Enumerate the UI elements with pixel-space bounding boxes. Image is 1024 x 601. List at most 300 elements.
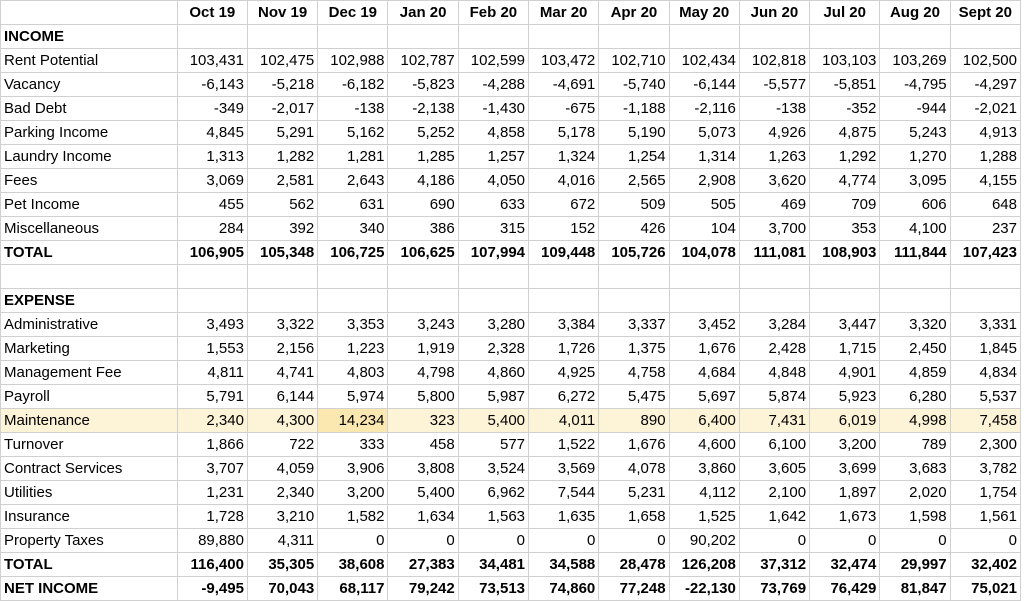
value-cell[interactable]: 1,561 bbox=[950, 505, 1020, 529]
value-cell[interactable]: 3,095 bbox=[880, 169, 950, 193]
value-cell[interactable]: 103,269 bbox=[880, 49, 950, 73]
value-cell[interactable]: 1,525 bbox=[669, 505, 739, 529]
row-label-administrative[interactable]: Administrative bbox=[1, 313, 178, 337]
row-label-marketing[interactable]: Marketing bbox=[1, 337, 178, 361]
value-cell[interactable]: 4,803 bbox=[318, 361, 388, 385]
value-cell[interactable]: 1,728 bbox=[177, 505, 247, 529]
row-label-property-taxes[interactable]: Property Taxes bbox=[1, 529, 178, 553]
empty-cell[interactable] bbox=[810, 25, 880, 49]
expense-total-value[interactable]: 32,402 bbox=[950, 553, 1020, 577]
value-cell[interactable]: -5,218 bbox=[247, 73, 317, 97]
value-cell[interactable]: 1,522 bbox=[529, 433, 599, 457]
month-header-dec-19[interactable]: Dec 19 bbox=[318, 1, 388, 25]
value-cell[interactable]: 4,926 bbox=[739, 121, 809, 145]
empty-cell[interactable] bbox=[599, 289, 669, 313]
value-cell[interactable]: 4,016 bbox=[529, 169, 599, 193]
net-income-value[interactable]: 79,242 bbox=[388, 577, 458, 601]
empty-cell[interactable] bbox=[247, 289, 317, 313]
value-cell[interactable]: 1,314 bbox=[669, 145, 739, 169]
value-cell[interactable]: 1,866 bbox=[177, 433, 247, 457]
value-cell[interactable]: -4,288 bbox=[458, 73, 528, 97]
value-cell[interactable]: 104 bbox=[669, 217, 739, 241]
empty-cell[interactable] bbox=[950, 25, 1020, 49]
value-cell[interactable]: -1,188 bbox=[599, 97, 669, 121]
income-total-value[interactable]: 104,078 bbox=[669, 241, 739, 265]
value-cell[interactable]: 392 bbox=[247, 217, 317, 241]
value-cell[interactable]: 6,019 bbox=[810, 409, 880, 433]
row-label-management-fee[interactable]: Management Fee bbox=[1, 361, 178, 385]
value-cell[interactable]: 89,880 bbox=[177, 529, 247, 553]
income-total-value[interactable]: 107,994 bbox=[458, 241, 528, 265]
value-cell[interactable]: 1,254 bbox=[599, 145, 669, 169]
value-cell[interactable]: 3,605 bbox=[739, 457, 809, 481]
value-cell[interactable]: -944 bbox=[880, 97, 950, 121]
value-cell[interactable]: 1,282 bbox=[247, 145, 317, 169]
value-cell[interactable]: 103,431 bbox=[177, 49, 247, 73]
value-cell[interactable]: 103,103 bbox=[810, 49, 880, 73]
month-header-sept-20[interactable]: Sept 20 bbox=[950, 1, 1020, 25]
value-cell[interactable]: 6,962 bbox=[458, 481, 528, 505]
value-cell[interactable]: 3,906 bbox=[318, 457, 388, 481]
value-cell[interactable]: 5,073 bbox=[669, 121, 739, 145]
empty-cell[interactable] bbox=[318, 25, 388, 49]
value-cell[interactable]: 102,787 bbox=[388, 49, 458, 73]
empty-cell[interactable] bbox=[739, 289, 809, 313]
month-header-nov-19[interactable]: Nov 19 bbox=[247, 1, 317, 25]
value-cell[interactable]: 333 bbox=[318, 433, 388, 457]
expense-total-value[interactable]: 116,400 bbox=[177, 553, 247, 577]
value-cell[interactable]: 4,050 bbox=[458, 169, 528, 193]
value-cell[interactable]: 340 bbox=[318, 217, 388, 241]
corner-cell[interactable] bbox=[1, 1, 178, 25]
value-cell[interactable]: 709 bbox=[810, 193, 880, 217]
value-cell[interactable]: 1,263 bbox=[739, 145, 809, 169]
value-cell[interactable]: 4,774 bbox=[810, 169, 880, 193]
value-cell[interactable]: 2,300 bbox=[950, 433, 1020, 457]
value-cell[interactable]: 562 bbox=[247, 193, 317, 217]
value-cell[interactable]: 3,524 bbox=[458, 457, 528, 481]
value-cell[interactable]: 6,272 bbox=[529, 385, 599, 409]
value-cell[interactable]: 152 bbox=[529, 217, 599, 241]
value-cell[interactable]: 1,658 bbox=[599, 505, 669, 529]
value-cell[interactable]: 4,300 bbox=[247, 409, 317, 433]
value-cell[interactable]: -1,430 bbox=[458, 97, 528, 121]
value-cell[interactable]: 1,582 bbox=[318, 505, 388, 529]
value-cell[interactable]: -2,138 bbox=[388, 97, 458, 121]
value-cell[interactable]: 102,988 bbox=[318, 49, 388, 73]
value-cell[interactable]: -4,795 bbox=[880, 73, 950, 97]
empty-cell[interactable] bbox=[388, 265, 458, 289]
value-cell[interactable]: 3,200 bbox=[318, 481, 388, 505]
value-cell[interactable]: -5,851 bbox=[810, 73, 880, 97]
value-cell[interactable]: 3,699 bbox=[810, 457, 880, 481]
value-cell[interactable]: 2,450 bbox=[880, 337, 950, 361]
value-cell[interactable]: 2,340 bbox=[177, 409, 247, 433]
value-cell[interactable]: 3,452 bbox=[669, 313, 739, 337]
value-cell[interactable]: 1,635 bbox=[529, 505, 599, 529]
row-label-turnover[interactable]: Turnover bbox=[1, 433, 178, 457]
value-cell[interactable]: 4,155 bbox=[950, 169, 1020, 193]
value-cell[interactable]: 1,292 bbox=[810, 145, 880, 169]
value-cell[interactable]: 3,320 bbox=[880, 313, 950, 337]
month-header-oct-19[interactable]: Oct 19 bbox=[177, 1, 247, 25]
value-cell[interactable]: 1,642 bbox=[739, 505, 809, 529]
value-cell[interactable]: 3,808 bbox=[388, 457, 458, 481]
row-label-utilities[interactable]: Utilities bbox=[1, 481, 178, 505]
value-cell[interactable]: 7,458 bbox=[950, 409, 1020, 433]
value-cell[interactable]: 1,231 bbox=[177, 481, 247, 505]
value-cell[interactable]: -138 bbox=[318, 97, 388, 121]
value-cell[interactable]: 1,673 bbox=[810, 505, 880, 529]
value-cell[interactable]: 890 bbox=[599, 409, 669, 433]
value-cell[interactable]: 5,162 bbox=[318, 121, 388, 145]
value-cell[interactable]: 1,919 bbox=[388, 337, 458, 361]
value-cell[interactable]: 1,223 bbox=[318, 337, 388, 361]
value-cell[interactable]: 0 bbox=[739, 529, 809, 553]
value-cell[interactable]: 5,475 bbox=[599, 385, 669, 409]
net-income-value[interactable]: 68,117 bbox=[318, 577, 388, 601]
income-total-value[interactable]: 109,448 bbox=[529, 241, 599, 265]
value-cell[interactable]: 2,328 bbox=[458, 337, 528, 361]
expense-total-value[interactable]: 32,474 bbox=[810, 553, 880, 577]
value-cell[interactable]: 353 bbox=[810, 217, 880, 241]
empty-cell[interactable] bbox=[739, 25, 809, 49]
value-cell[interactable]: 4,858 bbox=[458, 121, 528, 145]
value-cell[interactable]: 1,634 bbox=[388, 505, 458, 529]
value-cell[interactable]: 3,782 bbox=[950, 457, 1020, 481]
value-cell[interactable]: 6,400 bbox=[669, 409, 739, 433]
value-cell[interactable]: 0 bbox=[529, 529, 599, 553]
expense-total-value[interactable]: 27,383 bbox=[388, 553, 458, 577]
value-cell[interactable]: 102,475 bbox=[247, 49, 317, 73]
value-cell[interactable]: -4,691 bbox=[529, 73, 599, 97]
empty-cell[interactable] bbox=[177, 25, 247, 49]
value-cell[interactable]: 386 bbox=[388, 217, 458, 241]
value-cell[interactable]: 1,285 bbox=[388, 145, 458, 169]
empty-cell[interactable] bbox=[880, 289, 950, 313]
value-cell[interactable]: 2,565 bbox=[599, 169, 669, 193]
month-header-jun-20[interactable]: Jun 20 bbox=[739, 1, 809, 25]
value-cell[interactable]: 3,337 bbox=[599, 313, 669, 337]
empty-cell[interactable] bbox=[810, 289, 880, 313]
row-label-parking-income[interactable]: Parking Income bbox=[1, 121, 178, 145]
value-cell[interactable]: 5,987 bbox=[458, 385, 528, 409]
empty-cell[interactable] bbox=[669, 265, 739, 289]
value-cell[interactable]: 3,284 bbox=[739, 313, 809, 337]
empty-cell[interactable] bbox=[388, 25, 458, 49]
value-cell[interactable]: 0 bbox=[318, 529, 388, 553]
net-income-value[interactable]: 73,769 bbox=[739, 577, 809, 601]
income-total-value[interactable]: 111,081 bbox=[739, 241, 809, 265]
value-cell[interactable]: 4,860 bbox=[458, 361, 528, 385]
value-cell[interactable]: 6,280 bbox=[880, 385, 950, 409]
empty-cell[interactable] bbox=[1, 265, 178, 289]
month-header-jan-20[interactable]: Jan 20 bbox=[388, 1, 458, 25]
value-cell[interactable]: -352 bbox=[810, 97, 880, 121]
value-cell[interactable]: 102,818 bbox=[739, 49, 809, 73]
value-cell[interactable]: 2,156 bbox=[247, 337, 317, 361]
value-cell[interactable]: 0 bbox=[599, 529, 669, 553]
value-cell[interactable]: 2,428 bbox=[739, 337, 809, 361]
empty-cell[interactable] bbox=[177, 265, 247, 289]
income-total-value[interactable]: 107,423 bbox=[950, 241, 1020, 265]
net-income-label[interactable]: NET INCOME bbox=[1, 577, 178, 601]
row-label-contract-services[interactable]: Contract Services bbox=[1, 457, 178, 481]
value-cell[interactable]: 1,257 bbox=[458, 145, 528, 169]
empty-cell[interactable] bbox=[458, 265, 528, 289]
value-cell[interactable]: 0 bbox=[880, 529, 950, 553]
value-cell[interactable]: 5,791 bbox=[177, 385, 247, 409]
value-cell[interactable]: 1,553 bbox=[177, 337, 247, 361]
empty-cell[interactable] bbox=[388, 289, 458, 313]
value-cell[interactable]: -675 bbox=[529, 97, 599, 121]
row-label-insurance[interactable]: Insurance bbox=[1, 505, 178, 529]
value-cell[interactable]: 90,202 bbox=[669, 529, 739, 553]
value-cell[interactable]: -6,143 bbox=[177, 73, 247, 97]
empty-cell[interactable] bbox=[669, 25, 739, 49]
value-cell[interactable]: 0 bbox=[950, 529, 1020, 553]
value-cell[interactable]: 0 bbox=[810, 529, 880, 553]
value-cell[interactable]: 4,758 bbox=[599, 361, 669, 385]
value-cell[interactable]: 789 bbox=[880, 433, 950, 457]
value-cell[interactable]: -2,017 bbox=[247, 97, 317, 121]
value-cell[interactable]: 1,598 bbox=[880, 505, 950, 529]
value-cell[interactable]: 5,537 bbox=[950, 385, 1020, 409]
value-cell[interactable]: 3,707 bbox=[177, 457, 247, 481]
value-cell[interactable]: -5,577 bbox=[739, 73, 809, 97]
value-cell[interactable]: 2,908 bbox=[669, 169, 739, 193]
value-cell[interactable]: 4,741 bbox=[247, 361, 317, 385]
empty-cell[interactable] bbox=[247, 265, 317, 289]
value-cell[interactable]: 5,874 bbox=[739, 385, 809, 409]
net-income-value[interactable]: 76,429 bbox=[810, 577, 880, 601]
empty-cell[interactable] bbox=[810, 265, 880, 289]
value-cell[interactable]: 102,710 bbox=[599, 49, 669, 73]
expense-total-value[interactable]: 34,481 bbox=[458, 553, 528, 577]
value-cell[interactable]: 1,313 bbox=[177, 145, 247, 169]
value-cell[interactable]: -2,021 bbox=[950, 97, 1020, 121]
value-cell[interactable]: 1,324 bbox=[529, 145, 599, 169]
value-cell[interactable]: 690 bbox=[388, 193, 458, 217]
value-cell[interactable]: 5,697 bbox=[669, 385, 739, 409]
value-cell[interactable]: 102,500 bbox=[950, 49, 1020, 73]
row-label-payroll[interactable]: Payroll bbox=[1, 385, 178, 409]
month-header-feb-20[interactable]: Feb 20 bbox=[458, 1, 528, 25]
value-cell[interactable]: 5,400 bbox=[458, 409, 528, 433]
row-label-bad-debt[interactable]: Bad Debt bbox=[1, 97, 178, 121]
value-cell[interactable]: 1,375 bbox=[599, 337, 669, 361]
value-cell[interactable]: 633 bbox=[458, 193, 528, 217]
empty-cell[interactable] bbox=[950, 289, 1020, 313]
value-cell[interactable]: 6,144 bbox=[247, 385, 317, 409]
empty-cell[interactable] bbox=[599, 25, 669, 49]
net-income-value[interactable]: 81,847 bbox=[880, 577, 950, 601]
value-cell[interactable]: 4,112 bbox=[669, 481, 739, 505]
value-cell[interactable]: 7,544 bbox=[529, 481, 599, 505]
value-cell[interactable]: 505 bbox=[669, 193, 739, 217]
month-header-apr-20[interactable]: Apr 20 bbox=[599, 1, 669, 25]
value-cell[interactable]: 458 bbox=[388, 433, 458, 457]
value-cell[interactable]: 5,800 bbox=[388, 385, 458, 409]
value-cell[interactable]: 469 bbox=[739, 193, 809, 217]
value-cell[interactable]: 4,059 bbox=[247, 457, 317, 481]
empty-cell[interactable] bbox=[529, 289, 599, 313]
empty-cell[interactable] bbox=[177, 289, 247, 313]
value-cell[interactable]: 3,331 bbox=[950, 313, 1020, 337]
empty-cell[interactable] bbox=[529, 265, 599, 289]
value-cell[interactable]: 3,569 bbox=[529, 457, 599, 481]
empty-cell[interactable] bbox=[458, 25, 528, 49]
expense-total-value[interactable]: 38,608 bbox=[318, 553, 388, 577]
value-cell[interactable]: 4,925 bbox=[529, 361, 599, 385]
net-income-value[interactable]: 77,248 bbox=[599, 577, 669, 601]
row-label-maintenance[interactable]: Maintenance bbox=[1, 409, 178, 433]
value-cell[interactable]: 2,643 bbox=[318, 169, 388, 193]
value-cell[interactable]: 1,270 bbox=[880, 145, 950, 169]
value-cell[interactable]: 1,676 bbox=[599, 433, 669, 457]
income-total-label[interactable]: TOTAL bbox=[1, 241, 178, 265]
value-cell[interactable]: -5,823 bbox=[388, 73, 458, 97]
empty-cell[interactable] bbox=[880, 265, 950, 289]
value-cell[interactable]: 4,845 bbox=[177, 121, 247, 145]
value-cell[interactable]: 2,340 bbox=[247, 481, 317, 505]
income-title[interactable]: INCOME bbox=[1, 25, 178, 49]
value-cell[interactable]: 237 bbox=[950, 217, 1020, 241]
empty-cell[interactable] bbox=[669, 289, 739, 313]
row-label-laundry-income[interactable]: Laundry Income bbox=[1, 145, 178, 169]
income-total-value[interactable]: 106,625 bbox=[388, 241, 458, 265]
row-label-miscellaneous[interactable]: Miscellaneous bbox=[1, 217, 178, 241]
empty-cell[interactable] bbox=[318, 265, 388, 289]
value-cell[interactable]: 1,288 bbox=[950, 145, 1020, 169]
value-cell[interactable]: 577 bbox=[458, 433, 528, 457]
value-cell[interactable]: 3,700 bbox=[739, 217, 809, 241]
value-cell[interactable]: 5,291 bbox=[247, 121, 317, 145]
value-cell[interactable]: 2,100 bbox=[739, 481, 809, 505]
expense-total-value[interactable]: 34,588 bbox=[529, 553, 599, 577]
row-label-fees[interactable]: Fees bbox=[1, 169, 178, 193]
value-cell[interactable]: 648 bbox=[950, 193, 1020, 217]
value-cell[interactable]: 4,859 bbox=[880, 361, 950, 385]
value-cell[interactable]: 323 bbox=[388, 409, 458, 433]
value-cell[interactable]: -349 bbox=[177, 97, 247, 121]
income-total-value[interactable]: 105,348 bbox=[247, 241, 317, 265]
net-income-value[interactable]: -22,130 bbox=[669, 577, 739, 601]
value-cell[interactable]: 722 bbox=[247, 433, 317, 457]
value-cell[interactable]: 3,280 bbox=[458, 313, 528, 337]
value-cell[interactable]: 1,754 bbox=[950, 481, 1020, 505]
value-cell[interactable]: 1,726 bbox=[529, 337, 599, 361]
value-cell[interactable]: 2,581 bbox=[247, 169, 317, 193]
value-cell[interactable]: 102,434 bbox=[669, 49, 739, 73]
value-cell[interactable]: 4,684 bbox=[669, 361, 739, 385]
month-header-aug-20[interactable]: Aug 20 bbox=[880, 1, 950, 25]
value-cell[interactable]: 0 bbox=[458, 529, 528, 553]
value-cell[interactable]: 315 bbox=[458, 217, 528, 241]
value-cell[interactable]: 5,400 bbox=[388, 481, 458, 505]
expense-total-value[interactable]: 28,478 bbox=[599, 553, 669, 577]
empty-cell[interactable] bbox=[318, 289, 388, 313]
value-cell[interactable]: 284 bbox=[177, 217, 247, 241]
expense-total-value[interactable]: 29,997 bbox=[880, 553, 950, 577]
empty-cell[interactable] bbox=[458, 289, 528, 313]
empty-cell[interactable] bbox=[950, 265, 1020, 289]
net-income-value[interactable]: 74,860 bbox=[529, 577, 599, 601]
empty-cell[interactable] bbox=[599, 265, 669, 289]
value-cell[interactable]: 1,676 bbox=[669, 337, 739, 361]
value-cell[interactable]: 4,834 bbox=[950, 361, 1020, 385]
value-cell[interactable]: 509 bbox=[599, 193, 669, 217]
expense-total-value[interactable]: 126,208 bbox=[669, 553, 739, 577]
value-cell[interactable]: 4,848 bbox=[739, 361, 809, 385]
value-cell[interactable]: 4,186 bbox=[388, 169, 458, 193]
value-cell[interactable]: -138 bbox=[739, 97, 809, 121]
month-header-may-20[interactable]: May 20 bbox=[669, 1, 739, 25]
expense-total-label[interactable]: TOTAL bbox=[1, 553, 178, 577]
value-cell[interactable]: 3,384 bbox=[529, 313, 599, 337]
value-cell[interactable]: 1,563 bbox=[458, 505, 528, 529]
value-cell[interactable]: 5,190 bbox=[599, 121, 669, 145]
value-cell[interactable]: 0 bbox=[388, 529, 458, 553]
empty-cell[interactable] bbox=[529, 25, 599, 49]
value-cell[interactable]: 4,998 bbox=[880, 409, 950, 433]
value-cell[interactable]: 4,875 bbox=[810, 121, 880, 145]
income-total-value[interactable]: 106,905 bbox=[177, 241, 247, 265]
value-cell[interactable]: -4,297 bbox=[950, 73, 1020, 97]
value-cell[interactable]: 4,011 bbox=[529, 409, 599, 433]
value-cell[interactable]: 631 bbox=[318, 193, 388, 217]
value-cell[interactable]: 1,845 bbox=[950, 337, 1020, 361]
value-cell[interactable]: 455 bbox=[177, 193, 247, 217]
value-cell[interactable]: 3,243 bbox=[388, 313, 458, 337]
value-cell[interactable]: 3,683 bbox=[880, 457, 950, 481]
value-cell[interactable]: 4,600 bbox=[669, 433, 739, 457]
value-cell[interactable]: 4,798 bbox=[388, 361, 458, 385]
expense-total-value[interactable]: 35,305 bbox=[247, 553, 317, 577]
value-cell[interactable]: 3,210 bbox=[247, 505, 317, 529]
value-cell[interactable]: 103,472 bbox=[529, 49, 599, 73]
expense-title[interactable]: EXPENSE bbox=[1, 289, 178, 313]
value-cell[interactable]: 1,281 bbox=[318, 145, 388, 169]
value-cell[interactable]: 4,901 bbox=[810, 361, 880, 385]
empty-cell[interactable] bbox=[247, 25, 317, 49]
value-cell[interactable]: 7,431 bbox=[739, 409, 809, 433]
month-header-mar-20[interactable]: Mar 20 bbox=[529, 1, 599, 25]
value-cell[interactable]: 1,715 bbox=[810, 337, 880, 361]
value-cell[interactable]: 426 bbox=[599, 217, 669, 241]
value-cell[interactable]: 3,322 bbox=[247, 313, 317, 337]
value-cell[interactable]: 5,231 bbox=[599, 481, 669, 505]
value-cell[interactable]: 5,923 bbox=[810, 385, 880, 409]
value-cell[interactable]: 4,311 bbox=[247, 529, 317, 553]
value-cell[interactable]: 5,178 bbox=[529, 121, 599, 145]
value-cell[interactable]: -2,116 bbox=[669, 97, 739, 121]
value-cell[interactable]: 3,493 bbox=[177, 313, 247, 337]
income-total-value[interactable]: 105,726 bbox=[599, 241, 669, 265]
value-cell[interactable]: 4,078 bbox=[599, 457, 669, 481]
value-cell[interactable]: 102,599 bbox=[458, 49, 528, 73]
empty-cell[interactable] bbox=[739, 265, 809, 289]
row-label-vacancy[interactable]: Vacancy bbox=[1, 73, 178, 97]
value-cell[interactable]: 672 bbox=[529, 193, 599, 217]
value-cell[interactable]: 3,353 bbox=[318, 313, 388, 337]
income-total-value[interactable]: 108,903 bbox=[810, 241, 880, 265]
value-cell[interactable]: 4,913 bbox=[950, 121, 1020, 145]
value-cell[interactable]: 606 bbox=[880, 193, 950, 217]
row-label-rent-potential[interactable]: Rent Potential bbox=[1, 49, 178, 73]
value-cell[interactable]: 3,620 bbox=[739, 169, 809, 193]
value-cell[interactable]: 2,020 bbox=[880, 481, 950, 505]
